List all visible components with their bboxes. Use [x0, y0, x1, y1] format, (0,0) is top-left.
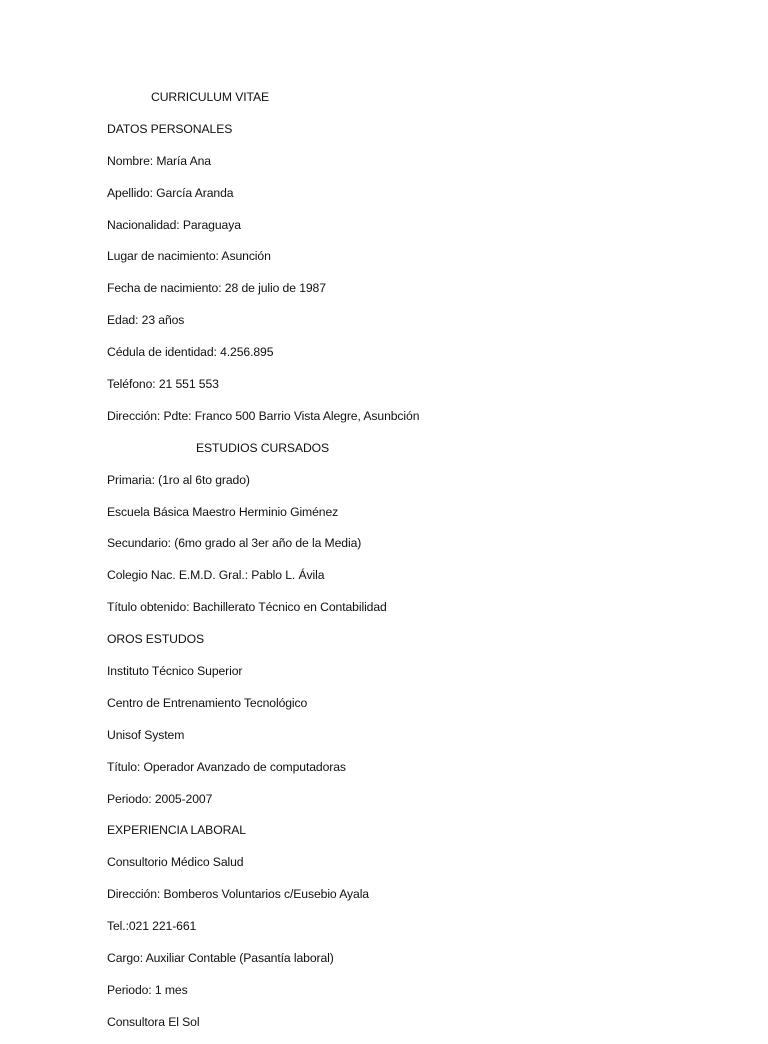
document-line: CURRICULUM VITAE: [151, 90, 270, 104]
document-line: OROS ESTUDOS: [107, 632, 204, 647]
document-line: Instituto Técnico Superior: [107, 664, 243, 679]
document-line: Teléfono: 21 551 553: [107, 377, 219, 392]
document-line: Centro de Entrenamiento Tecnológico: [107, 695, 308, 710]
document-line: Edad: 23 años: [107, 313, 185, 328]
document-line: Primaria: (1ro al 6to grado): [107, 472, 250, 487]
document-line: Nombre: María Ana: [107, 153, 211, 168]
document-line: Dirección: Bomberos Voluntarios c/Eusebio Ayala: [107, 887, 369, 902]
document-line: Lugar de nacimiento: Asunción: [107, 249, 271, 264]
document-line: Tel.:021 221-661: [107, 919, 197, 934]
document-body: [107, 87, 727, 1044]
document-line: Título: Operador Avanzado de computadoras: [107, 759, 346, 774]
document-line: Nacionalidad: Paraguaya: [107, 217, 241, 232]
document-line: Cédula de identidad: 4.256.895: [107, 345, 274, 360]
document-line: Escuela Básica Maestro Herminio Giménez: [107, 504, 339, 519]
document-line: Periodo: 2005-2007: [107, 791, 213, 806]
document-line: Colegio Nac. E.M.D. Gral.: Pablo L. Ávila: [107, 568, 325, 583]
document-line: Apellido: García Aranda: [107, 185, 234, 200]
document-line: Consultorio Médico Salud: [107, 855, 244, 870]
document-line: ESTUDIOS CURSADOS: [196, 440, 330, 455]
document-line: Consultora El Sol: [107, 1014, 200, 1029]
document-line: DATOS PERSONALES: [107, 121, 233, 136]
document-line: Unisof System: [107, 727, 185, 742]
document-line: Secundario: (6mo grado al 3er año de la Media): [107, 536, 362, 551]
document-line: Cargo: Auxiliar Contable (Pasantía laboral): [107, 951, 334, 966]
document-line: EXPERIENCIA LABORAL: [107, 823, 246, 838]
document-line: Periodo: 1 mes: [107, 982, 188, 997]
document-line: Título obtenido: Bachillerato Técnico en Contabilidad: [107, 600, 387, 615]
document-line: Fecha de nacimiento: 28 de julio de 1987: [107, 281, 326, 296]
document-line: Dirección: Pdte: Franco 500 Barrio Vista Alegre, Asunbción: [107, 408, 420, 423]
